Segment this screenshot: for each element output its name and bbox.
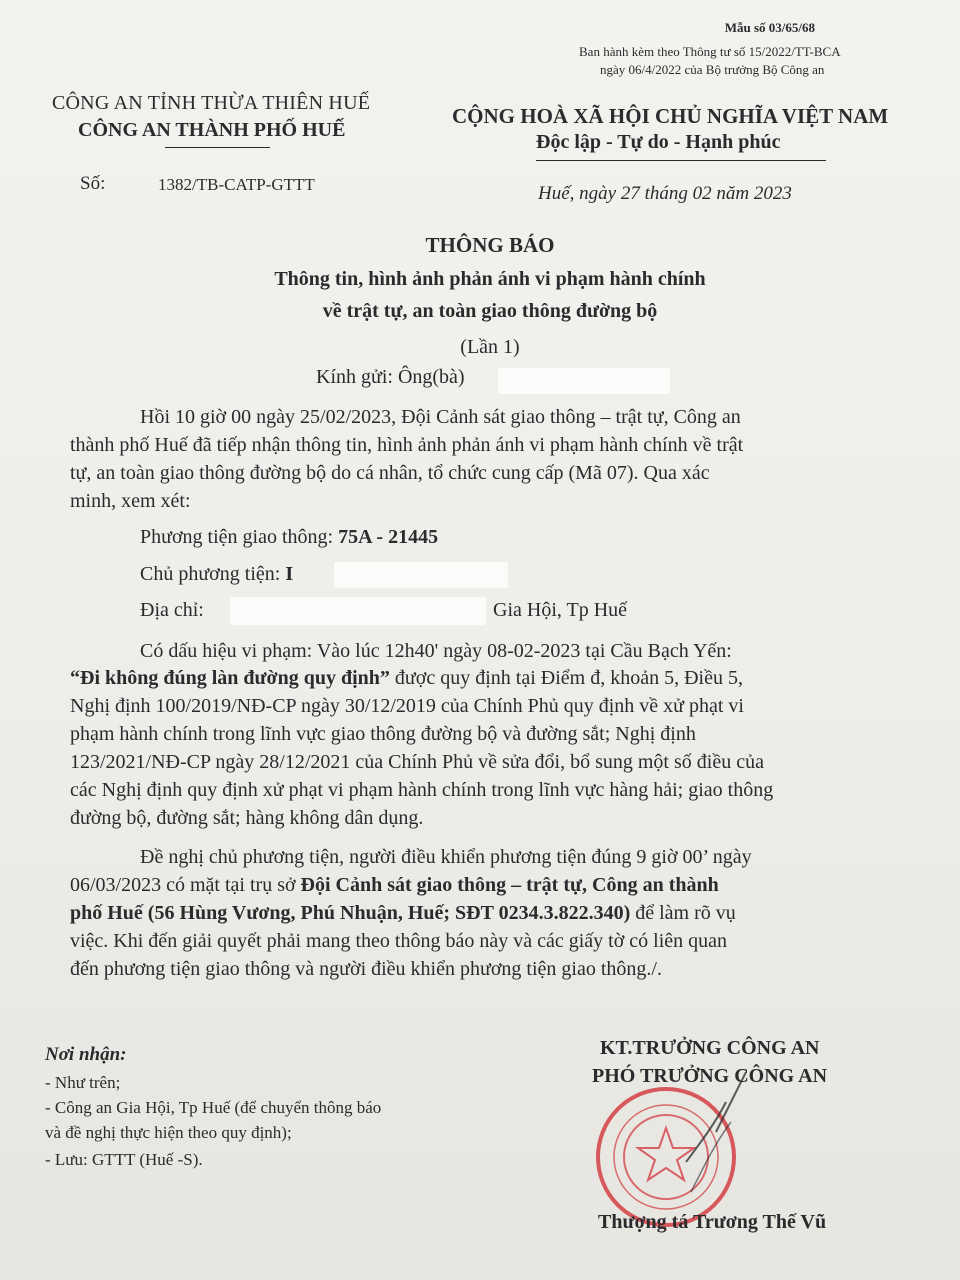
redacted-recipient-name [498, 368, 670, 394]
request-purpose: để làm rõ vụ [630, 902, 736, 924]
request-office: Đội Cảnh sát giao thông – trật tự, Công an thành [300, 874, 719, 896]
recipient-item: - Công an Gia Hội, Tp Huế (để chuyển thông báo [45, 1098, 382, 1117]
violation-legal-ref: được quy định tại Điểm đ, khoản 5, Điều 5, [389, 667, 743, 689]
vehicle-label: Phương tiện giao thông: [140, 526, 339, 548]
salutation: Kính gửi: Ông(bà) [316, 366, 465, 388]
notice-round: (Lần 1) [460, 336, 520, 358]
form-reference-line-2: ngày 06/4/2022 của Bộ trưởng Bộ Công an [600, 62, 825, 77]
document-number-label: Số: [80, 173, 106, 194]
document-title: THÔNG BÁO [425, 233, 555, 257]
form-code: Mẫu số 03/65/68 [724, 20, 815, 35]
recipient-item: và đề nghị thực hiện theo quy định); [45, 1123, 292, 1142]
redacted-owner-name [334, 562, 508, 588]
motto-underline [536, 160, 826, 161]
owner-line [140, 563, 293, 586]
redacted-address [230, 597, 486, 625]
violation-name: “Đi không đúng làn đường quy định” [70, 667, 390, 689]
form-reference-line-1: Ban hành kèm theo Thông tư số 15/2022/TT-BCA [579, 44, 841, 59]
agency-parent: CÔNG AN TỈNH THỪA THIÊN HUẾ [52, 92, 371, 114]
violation-line-7: đường bộ, đường sắt; hàng không dân dụng. [70, 807, 424, 829]
document-subtitle-2: về trật tự, an toàn giao thông đường bộ [322, 300, 658, 322]
request-line-1: Đề nghị chủ phương tiện, người điều khiển phương tiện đúng 9 giờ 00’ ngày [140, 846, 752, 868]
address-label: Địa chỉ: [140, 599, 204, 621]
signer-name: Thượng tá Trương Thế Vũ [598, 1211, 827, 1233]
violation-line-1: Có dấu hiệu vi phạm: Vào lúc 12h40' ngày 08-02-2023 tại Cầu Bạch Yến: [140, 640, 732, 662]
document-number: 1382/TB-CATP-GTTT [158, 175, 315, 194]
recipients-label: Nơi nhận: [45, 1044, 127, 1065]
recipient-item: - Như trên; [45, 1073, 121, 1092]
para1-line-3: tự, an toàn giao thông đường bộ do cá nhân, tổ chức cung cấp (Mã 07). Qua xác [70, 462, 710, 484]
agency-name: CÔNG AN THÀNH PHỐ HUẾ [78, 119, 346, 141]
national-motto: Độc lập - Tự do - Hạnh phúc [536, 131, 781, 153]
para1-line-2: thành phố Huế đã tiếp nhận thông tin, hình ảnh phản ánh vi phạm hành chính về trật [70, 434, 744, 456]
recipient-item: - Lưu: GTTT (Huế -S). [45, 1150, 203, 1169]
nation-name: CỘNG HOÀ XÃ HỘI CHỦ NGHĨA VIỆT NAM [452, 104, 889, 128]
signature-title-1: KT.TRƯỞNG CÔNG AN [600, 1037, 820, 1059]
document-subtitle-1: Thông tin, hình ảnh phản ánh vi phạm hành chính [274, 268, 706, 290]
violation-line-5: 123/2021/NĐ-CP ngày 28/12/2021 của Chính Phủ về sửa đổi, bổ sung một số điều của [70, 751, 764, 773]
request-date: 06/03/2023 có mặt tại trụ sở [70, 874, 301, 896]
agency-underline [165, 147, 270, 148]
violation-line-6: các Nghị định quy định xử phạt vi phạm hành chính trong lĩnh vực hàng hải; giao thông [70, 779, 774, 801]
request-line-2 [70, 874, 719, 897]
address-value: Gia Hội, Tp Huế [493, 599, 628, 621]
violation-line-2 [70, 667, 743, 690]
violation-line-3: Nghị định 100/2019/NĐ-CP ngày 30/12/2019 của Chính Phủ quy định về xử phạt vi [70, 695, 744, 717]
violation-line-4: phạm hành chính trong lĩnh vực giao thông đường bộ và đường sắt; Nghị định [70, 723, 696, 745]
request-line-3 [70, 902, 736, 925]
owner-label: Chủ phương tiện: [140, 563, 286, 585]
request-line-4: việc. Khi đến giải quyết phải mang theo thông báo này và các giấy tờ có liên quan [70, 930, 728, 952]
vehicle-line [140, 526, 438, 549]
request-office-address: phố Huế (56 Hùng Vương, Phú Nhuận, Huế; SĐT 0234.3.822.340) [70, 902, 631, 924]
request-line-5: đến phương tiện giao thông và người điều khiển phương tiện giao thông./. [70, 958, 662, 980]
place-date: Huế, ngày 27 tháng 02 năm 2023 [538, 183, 792, 204]
vehicle-plate: 75A - 21445 [338, 526, 439, 548]
owner-value: I [285, 563, 294, 585]
signature-title-2: PHÓ TRƯỞNG CÔNG AN [592, 1065, 828, 1087]
para1-line-4: minh, xem xét: [70, 490, 191, 512]
para1-line-1: Hồi 10 giờ 00 ngày 25/02/2023, Đội Cảnh sát giao thông – trật tự, Công an [140, 406, 741, 428]
